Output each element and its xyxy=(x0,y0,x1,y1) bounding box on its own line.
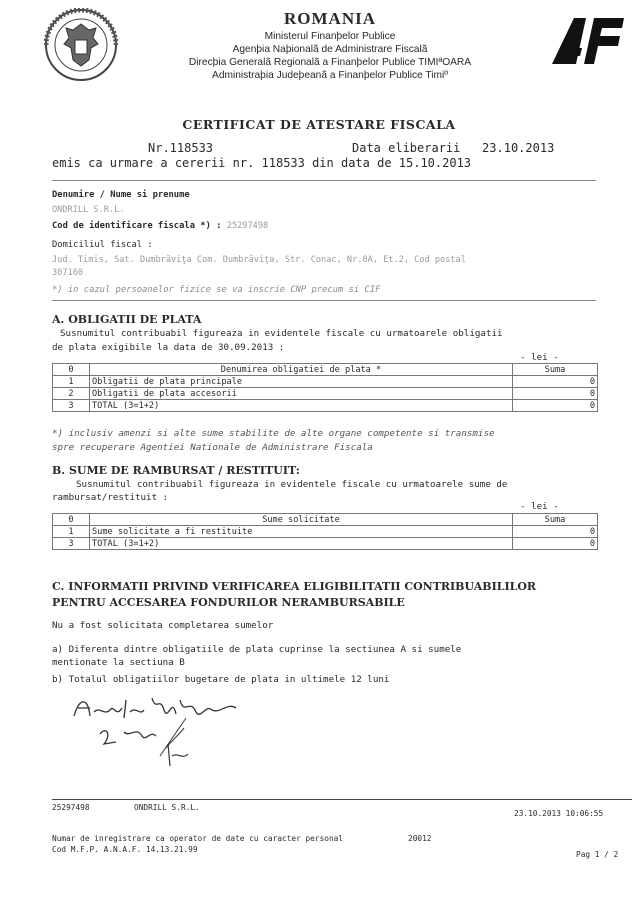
footer-registration-number: 20012 xyxy=(408,834,432,843)
section-a-note-1: *) inclusiv amenzi si alte sume stabilite de alte organe competente si transmise xyxy=(52,428,495,439)
name-value: ONDRILL S.R.L. xyxy=(52,205,125,215)
section-a-text-1: Susnumitul contribuabil figureaza in evidentele fiscale cu urmatoarele obligatii xyxy=(60,328,503,339)
handwritten-signature-icon xyxy=(60,686,260,776)
table-row xyxy=(53,400,598,412)
header-cell-name: Denumirea obligatiei de plata * xyxy=(90,364,513,376)
footer-timestamp: 23.10.2013 10:06:55 xyxy=(514,809,604,818)
fiscal-code-label: Cod de identificare fiscala *) : xyxy=(52,221,222,231)
divider xyxy=(52,180,596,181)
divider xyxy=(52,300,596,301)
row-sum: 0 xyxy=(513,376,598,388)
state-seal-icon xyxy=(44,8,118,82)
anaf-logo-icon xyxy=(548,14,626,66)
row-nr: 2 xyxy=(53,388,90,400)
refunds-table xyxy=(52,513,598,550)
section-b-unit: - lei - xyxy=(520,501,559,512)
footer-code: 25297498 xyxy=(52,803,90,812)
section-c-title-1: C. INFORMATII PRIVIND VERIFICAREA ELIGIBILITATII CONTRIBUABILILOR xyxy=(52,580,537,593)
request-line: emis ca urmare a cererii nr. 118533 din data de 15.10.2013 xyxy=(52,156,472,170)
section-c-item-b: b) Totalul obligatiilor bugetare de plata in ultimele 12 luni xyxy=(52,674,390,685)
table-row xyxy=(53,526,598,538)
row-sum: 0 xyxy=(513,538,598,550)
address-value-line2: 307160 xyxy=(52,268,84,278)
table-header-row xyxy=(53,364,598,376)
obligations-table xyxy=(52,363,598,412)
footer-mfp-code: Cod M.F.P. A.N.A.F. 14.13.21.99 xyxy=(52,845,198,854)
section-a-unit: - lei - xyxy=(520,352,559,363)
issue-date: Data eliberarii 23.10.2013 xyxy=(352,141,555,155)
header-cell-sum: Suma xyxy=(513,364,598,376)
header-cell-sum: Suma xyxy=(513,514,598,526)
certificate-number: Nr.118533 xyxy=(148,141,214,155)
fiscal-code-value: 25297498 xyxy=(226,221,269,231)
row-sum: 0 xyxy=(513,388,598,400)
row-sum: 0 xyxy=(513,400,598,412)
header-administration: Administraþia Judeþeanã a Finanþelor Publice Timiº xyxy=(212,70,448,81)
header-cell-nr: 0 xyxy=(53,514,90,526)
row-name: Sume solicitate a fi restituite xyxy=(90,526,513,538)
header-cell-name: Sume solicitate xyxy=(90,514,513,526)
row-name: TOTAL (3=1+2) xyxy=(90,538,513,550)
footer-company: ONDRILL S.R.L. xyxy=(134,803,200,812)
section-c-item-a-2: mentionate la sectiuna B xyxy=(52,657,185,668)
row-nr: 1 xyxy=(53,526,90,538)
footer-divider xyxy=(52,799,632,800)
section-c-title-2: PENTRU ACCESAREA FONDURILOR NERAMBURSABILE xyxy=(52,596,405,609)
section-c-text: Nu a fost solicitata completarea sumelor xyxy=(52,620,274,631)
header-country: ROMANIA xyxy=(284,9,376,28)
footer-page-number: Pag 1 / 2 xyxy=(576,850,619,859)
row-nr: 3 xyxy=(53,400,90,412)
name-label: Denumire / Nume si prenume xyxy=(52,190,190,200)
fiscal-code-row xyxy=(52,221,268,231)
row-name: Obligatii de plata accesorii xyxy=(90,388,513,400)
section-a-note-2: spre recuperare Agentiei Nationale de Administrare Fiscala xyxy=(52,442,373,453)
row-sum: 0 xyxy=(513,526,598,538)
header-agency: Agenþia Naþionalã de Administrare Fiscalã xyxy=(232,44,428,55)
section-a-text-2: de plata exigibile la data de 30.09.2013 : xyxy=(52,342,285,353)
taxpayer-note: *) in cazul persoanelor fizice se va inscrie CNP precum si CIF xyxy=(52,285,381,295)
row-nr: 3 xyxy=(53,538,90,550)
header-directorate: Direcþia Generalã Regionalã a Finanþelor Publice TIMIªOARA xyxy=(188,57,472,68)
section-b-text-1: Susnumitul contribuabil figureaza in evidentele fiscale cu urmatoarele sume de xyxy=(76,479,508,490)
address-label: Domiciliul fiscal : xyxy=(52,240,153,250)
header-cell-nr: 0 xyxy=(53,364,90,376)
table-row xyxy=(53,388,598,400)
row-name: Obligatii de plata principale xyxy=(90,376,513,388)
header-ministry: Ministerul Finanþelor Publice xyxy=(264,31,396,42)
table-row xyxy=(53,538,598,550)
section-c-item-a-1: a) Diferenta dintre obligatiile de plata cuprinse la sectiunea A si sumele xyxy=(52,644,462,655)
document-title: CERTIFICAT DE ATESTARE FISCALA xyxy=(182,117,456,132)
table-header-row xyxy=(53,514,598,526)
row-name: TOTAL (3=1+2) xyxy=(90,400,513,412)
address-value-line1: Jud. Timis, Sat. Dumbrăviţa Com. Dumbrăviţa, Str. Conac, Nr.8A, Et.2, Cod postal xyxy=(52,255,466,265)
section-b-text-2: rambursat/restituit : xyxy=(52,492,169,503)
footer-registration-line: Numar de inregistrare ca operator de date cu caracter personal xyxy=(52,834,344,843)
section-a-title: A. OBLIGATII DE PLATA xyxy=(52,313,202,326)
section-b-title: B. SUME DE RAMBURSAT / RESTITUIT: xyxy=(52,464,300,477)
table-row xyxy=(53,376,598,388)
row-nr: 1 xyxy=(53,376,90,388)
